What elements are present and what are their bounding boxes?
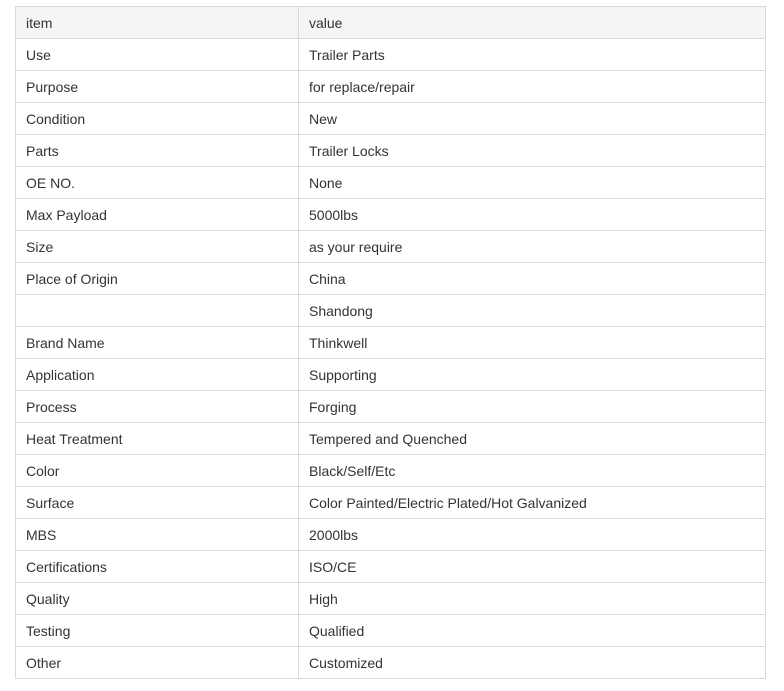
table-row <box>16 615 766 647</box>
row-item-cell: Application <box>16 359 299 391</box>
row-value-cell: Forging <box>299 391 766 423</box>
table-row <box>16 71 766 103</box>
row-value-cell: Trailer Locks <box>299 135 766 167</box>
table-row <box>16 423 766 455</box>
table-row <box>16 135 766 167</box>
row-value-cell: for replace/repair <box>299 71 766 103</box>
row-value-cell: 5000lbs <box>299 199 766 231</box>
row-item-cell: Testing <box>16 615 299 647</box>
row-value-cell: Supporting <box>299 359 766 391</box>
row-item-cell: Place of Origin <box>16 263 299 295</box>
row-value-cell: Shandong <box>299 295 766 327</box>
row-value-cell: Trailer Parts <box>299 39 766 71</box>
table-row <box>16 359 766 391</box>
table-row <box>16 391 766 423</box>
row-item-cell: Brand Name <box>16 327 299 359</box>
row-item-cell: Purpose <box>16 71 299 103</box>
row-value-cell: High <box>299 583 766 615</box>
table-row <box>16 487 766 519</box>
row-item-cell: Color <box>16 455 299 487</box>
row-item-cell: Size <box>16 231 299 263</box>
table-row <box>16 199 766 231</box>
row-item-cell: MBS <box>16 519 299 551</box>
row-item-cell: Max Payload <box>16 199 299 231</box>
row-item-cell: OE NO. <box>16 167 299 199</box>
row-item-cell <box>16 295 299 327</box>
spec-table <box>15 6 766 679</box>
row-value-cell: Thinkwell <box>299 327 766 359</box>
spec-table-body <box>16 7 766 679</box>
row-item-cell: Process <box>16 391 299 423</box>
row-value-cell: New <box>299 103 766 135</box>
row-value-cell: Tempered and Quenched <box>299 423 766 455</box>
table-row <box>16 583 766 615</box>
table-row <box>16 231 766 263</box>
table-header-row <box>16 7 766 39</box>
row-item-cell: Condition <box>16 103 299 135</box>
row-value-cell: 2000lbs <box>299 519 766 551</box>
header-item: item <box>16 7 299 39</box>
table-row <box>16 295 766 327</box>
row-value-cell: None <box>299 167 766 199</box>
table-row <box>16 455 766 487</box>
row-item-cell: Certifications <box>16 551 299 583</box>
table-row <box>16 647 766 679</box>
row-value-cell: Qualified <box>299 615 766 647</box>
table-row <box>16 167 766 199</box>
header-value: value <box>299 7 766 39</box>
row-item-cell: Parts <box>16 135 299 167</box>
table-row <box>16 327 766 359</box>
row-value-cell: Color Painted/Electric Plated/Hot Galvanized <box>299 487 766 519</box>
row-item-cell: Heat Treatment <box>16 423 299 455</box>
table-row <box>16 551 766 583</box>
row-value-cell: Customized <box>299 647 766 679</box>
table-row <box>16 103 766 135</box>
row-item-cell: Surface <box>16 487 299 519</box>
row-value-cell: Black/Self/Etc <box>299 455 766 487</box>
row-item-cell: Use <box>16 39 299 71</box>
row-item-cell: Quality <box>16 583 299 615</box>
table-row <box>16 519 766 551</box>
row-value-cell: ISO/CE <box>299 551 766 583</box>
row-value-cell: China <box>299 263 766 295</box>
row-item-cell: Other <box>16 647 299 679</box>
table-row <box>16 39 766 71</box>
table-row <box>16 263 766 295</box>
row-value-cell: as your require <box>299 231 766 263</box>
